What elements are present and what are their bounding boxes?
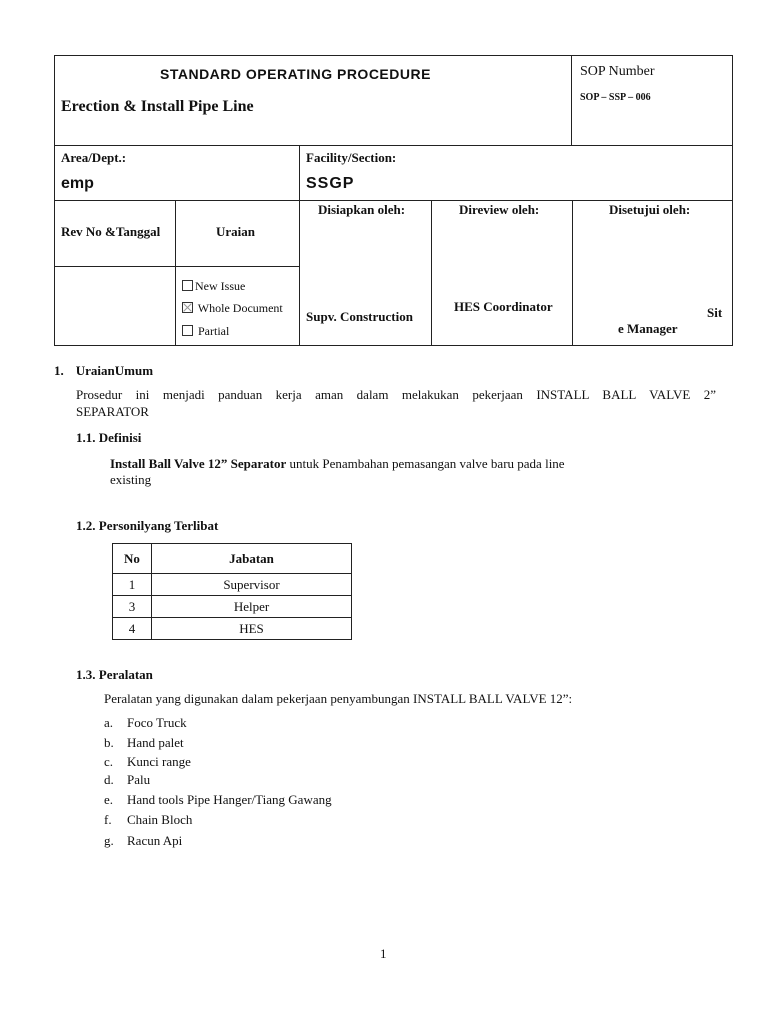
- checkbox-icon: [182, 280, 193, 291]
- list-item: g. Racun Api: [104, 833, 183, 848]
- reviewed-label: Direview oleh:: [459, 202, 540, 217]
- section-1-intro-line2: SEPARATOR: [76, 404, 149, 419]
- facility-value: SSGP: [306, 175, 355, 192]
- prepared-label: Disiapkan oleh:: [318, 202, 406, 217]
- approved-by-part2: e Manager: [618, 321, 678, 336]
- personnel-table: [112, 543, 352, 640]
- cell-jabatan: Supervisor: [152, 574, 352, 596]
- prepared-by: Supv. Construction: [306, 309, 413, 324]
- approved-label: Disetujui oleh:: [609, 202, 691, 217]
- section-11-definition: Install Ball Valve 12” Separator untuk Penambahan pemasangan valve baru pada line: [110, 456, 565, 471]
- rev-label: Rev No &Tanggal: [61, 224, 161, 239]
- checkbox-new-issue[interactable]: New Issue: [182, 279, 245, 294]
- list-item: b. Hand palet: [104, 735, 184, 750]
- checkbox-whole-document[interactable]: Whole Document: [182, 301, 283, 316]
- section-1-heading: 1. UraianUmum: [54, 363, 154, 378]
- section-11-definition-line2: existing: [110, 472, 152, 487]
- sop-number-value: SOP – SSP – 006: [580, 92, 651, 103]
- facility-label: Facility/Section:: [306, 150, 397, 165]
- page-number: 1: [380, 946, 387, 961]
- procedure-name: Erection & Install Pipe Line: [61, 98, 254, 115]
- sop-title: STANDARD OPERATING PROCEDURE: [160, 66, 431, 82]
- section-13-heading: 1.3. Peralatan: [76, 667, 153, 682]
- cell-no: 1: [113, 574, 152, 596]
- table-row: [113, 618, 352, 640]
- table-row: [113, 596, 352, 618]
- table-row: [113, 574, 352, 596]
- uraian-label: Uraian: [216, 224, 255, 239]
- reviewed-by: HES Coordinator: [454, 299, 553, 314]
- list-item: f. Chain Bloch: [104, 812, 193, 827]
- cell-no: 4: [113, 618, 152, 640]
- area-value: emp: [61, 175, 94, 192]
- cell-no: 3: [113, 596, 152, 618]
- section-1-intro-line1: Prosedur ini menjadi panduan kerja aman dalam melakukan pekerjaan INSTALL BALL VALVE 2”: [76, 387, 716, 402]
- section-11-heading: 1.1. Definisi: [76, 430, 142, 445]
- section-12-heading: 1.2. Personilyang Terlibat: [76, 518, 219, 533]
- list-item: c. Kunci range: [104, 754, 191, 769]
- approved-by-part1: Sit: [707, 305, 723, 320]
- checked-checkbox-icon: [182, 302, 193, 313]
- cell-jabatan: Helper: [152, 596, 352, 618]
- area-label: Area/Dept.:: [61, 150, 127, 165]
- column-header-no: No: [113, 544, 152, 574]
- checkbox-icon: [182, 325, 193, 336]
- checkbox-partial[interactable]: Partial: [182, 324, 229, 339]
- list-item: e. Hand tools Pipe Hanger/Tiang Gawang: [104, 792, 332, 807]
- table-header-row: [113, 544, 352, 574]
- section-13-intro: Peralatan yang digunakan dalam pekerjaan penyambungan INSTALL BALL VALVE 12”:: [104, 691, 573, 706]
- column-header-jabatan: Jabatan: [152, 544, 352, 574]
- list-item: a. Foco Truck: [104, 715, 187, 730]
- sop-number-label: SOP Number: [580, 64, 655, 79]
- cell-jabatan: HES: [152, 618, 352, 640]
- list-item: d. Palu: [104, 772, 151, 787]
